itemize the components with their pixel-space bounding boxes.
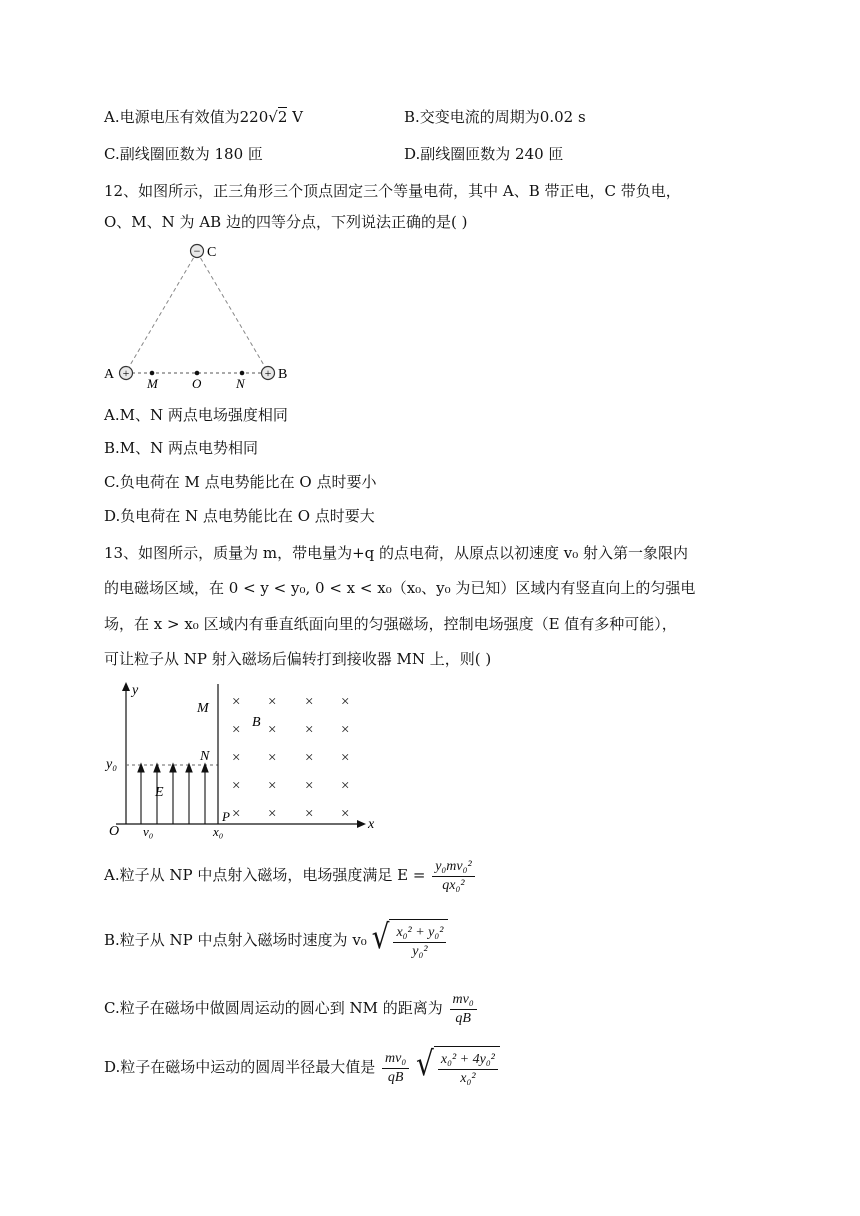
- svg-text:×: ×: [305, 750, 314, 766]
- fraction-denominator: x₀²: [460, 1071, 476, 1086]
- axis-label-x: x: [368, 817, 375, 832]
- charge-b-sign: +: [264, 366, 272, 380]
- q13-stem-line-2: 的电磁场区域，在 0 < y < y₀, 0 < x < x₀（x₀、y₀ 为已知）区域内有竖直向上的匀强电: [104, 579, 696, 597]
- label-o: O: [192, 376, 202, 390]
- q11-option-b: [404, 106, 586, 128]
- charge-a-sign: +: [122, 366, 130, 380]
- label-b: B: [278, 367, 288, 382]
- point-n: [240, 371, 245, 376]
- label-m: M: [197, 701, 209, 716]
- q12-option-a: A.M、N 两点电场强度相同: [104, 406, 288, 424]
- q11-option-a-text: A.电源电压有效值为: [104, 108, 240, 126]
- label-c: C: [207, 245, 217, 260]
- svg-text:×: ×: [268, 806, 277, 822]
- label-e: E: [155, 785, 164, 800]
- label-b: B: [252, 715, 261, 730]
- q13-option-d-sqrt: [416, 1043, 500, 1091]
- q13-stem-line-4: 可让粒子从 NP 射入磁场后偏转打到接收器 MN 上，则( ): [104, 650, 492, 668]
- q13-option-c-fraction: [450, 991, 477, 1028]
- fraction-denominator: y₀²: [412, 944, 428, 959]
- svg-text:×: ×: [232, 694, 241, 710]
- x-axis-arrow-icon: [357, 820, 366, 828]
- q13-stem-line-1: [104, 542, 688, 564]
- q13-option-b-sqrt: [371, 916, 449, 964]
- q12-stem-line-1: [104, 180, 681, 202]
- svg-text:×: ×: [268, 722, 277, 738]
- charge-c-sign: −: [193, 244, 201, 258]
- origin-label: O: [109, 824, 120, 839]
- svg-text:×: ×: [232, 806, 241, 822]
- label-n: N: [200, 749, 210, 764]
- svg-text:×: ×: [341, 806, 350, 822]
- svg-text:×: ×: [232, 750, 241, 766]
- q13-option-a: [104, 855, 477, 895]
- svg-text:×: ×: [232, 778, 241, 794]
- fraction-numerator: x₀² + y₀²: [393, 924, 446, 943]
- svg-text:×: ×: [305, 778, 314, 794]
- label-n: N: [236, 376, 245, 390]
- q12-option-d: D.负电荷在 N 点电势能比在 O 点时要大: [104, 507, 375, 525]
- q13-option-b-text: B.粒子从 NP 中点射入磁场时速度为 v₀: [104, 931, 367, 949]
- label-y0: y₀: [106, 757, 118, 772]
- fraction-denominator: qB: [387, 1069, 404, 1085]
- q12-option-c: C.负电荷在 M 点电势能比在 O 点时要小: [104, 473, 377, 491]
- q13-field-figure: [100, 678, 390, 842]
- q12-triangle-figure: [100, 238, 300, 390]
- point-m: [150, 371, 155, 376]
- svg-text:×: ×: [341, 694, 350, 710]
- svg-text:×: ×: [341, 750, 350, 766]
- label-p: P: [222, 809, 230, 824]
- q11-option-a-root: 2: [277, 108, 288, 126]
- point-o: [195, 371, 200, 376]
- sqrt-symbol: √: [416, 1043, 434, 1083]
- svg-text:×: ×: [305, 722, 314, 738]
- b-field-crosses: [232, 694, 349, 822]
- svg-text:×: ×: [341, 778, 350, 794]
- q12-stem-text-1: 如图所示，正三角形三个顶点固定三个等量电荷，其中 A、B 带正电，C 带负电，: [138, 182, 681, 200]
- q11-option-c: C.副线圈匝数为 180 匝: [104, 145, 263, 163]
- q13-option-d-text: D.粒子在磁场中运动的圆周半径最大值是: [104, 1058, 376, 1076]
- svg-text:×: ×: [268, 778, 277, 794]
- q13-option-b-fraction: [393, 924, 446, 961]
- q13-option-d: [104, 1045, 500, 1091]
- q13-option-d-fraction-2: [438, 1051, 498, 1088]
- q13-option-a-text: A.粒子从 NP 中点射入磁场，电场强度满足 E =: [104, 866, 426, 884]
- fraction-numerator: y₀mv₀²: [432, 858, 474, 877]
- label-x0: x₀: [213, 824, 224, 839]
- label-v0: v₀: [143, 824, 154, 839]
- q13-stem-text-1: 如图所示，质量为 m，带电量为+q 的点电荷，从原点以初速度 v₀ 射入第一象限内: [138, 544, 689, 562]
- q11-option-a-unit: V: [287, 108, 303, 126]
- svg-text:×: ×: [305, 694, 314, 710]
- q11-option-b-value: 0.02 s: [539, 108, 586, 126]
- q13-number: 13、: [104, 544, 139, 562]
- q11-option-a-value: 220: [239, 108, 269, 126]
- fraction-denominator: qx₀²: [442, 877, 465, 893]
- fraction-numerator: mv₀: [382, 1050, 409, 1069]
- sqrt-symbol: √: [268, 108, 278, 126]
- svg-text:×: ×: [305, 806, 314, 822]
- svg-text:×: ×: [341, 722, 350, 738]
- svg-text:×: ×: [268, 750, 277, 766]
- label-m: M: [147, 376, 158, 390]
- q11-option-a: [104, 106, 303, 128]
- q11-option-d: D.副线圈匝数为 240 匝: [404, 145, 564, 163]
- q12-stem-line-2: O、M、N 为 AB 边的四等分点，下列说法正确的是( ): [104, 213, 468, 231]
- fraction-numerator: x₀² + 4y₀²: [438, 1051, 498, 1070]
- y-axis-arrow-icon: [122, 682, 130, 691]
- q13-option-b: [104, 918, 448, 964]
- sqrt-symbol: √: [371, 916, 390, 956]
- label-a: A: [104, 367, 115, 382]
- q13-option-a-fraction: [432, 858, 474, 895]
- axis-label-y: y: [132, 683, 139, 698]
- q13-stem-line-3: 场，在 x > x₀ 区域内有垂直纸面向里的匀强磁场，控制电场强度（E 值有多种可能），: [104, 615, 677, 633]
- fraction-numerator: mv₀: [450, 991, 477, 1010]
- q12-option-b: B.M、N 两点电势相同: [104, 439, 259, 457]
- q13-option-d-fraction-1: [382, 1050, 409, 1087]
- e-field-arrows: [138, 764, 208, 824]
- q13-option-c-text: C.粒子在磁场中做圆周运动的圆心到 NM 的距离为: [104, 999, 443, 1017]
- svg-text:×: ×: [268, 694, 277, 710]
- q11-option-b-text: B.交变电流的周期为: [404, 108, 540, 126]
- svg-text:×: ×: [232, 722, 241, 738]
- q12-number: 12、: [104, 182, 139, 200]
- q13-option-c: [104, 988, 479, 1028]
- fraction-denominator: qB: [455, 1010, 471, 1026]
